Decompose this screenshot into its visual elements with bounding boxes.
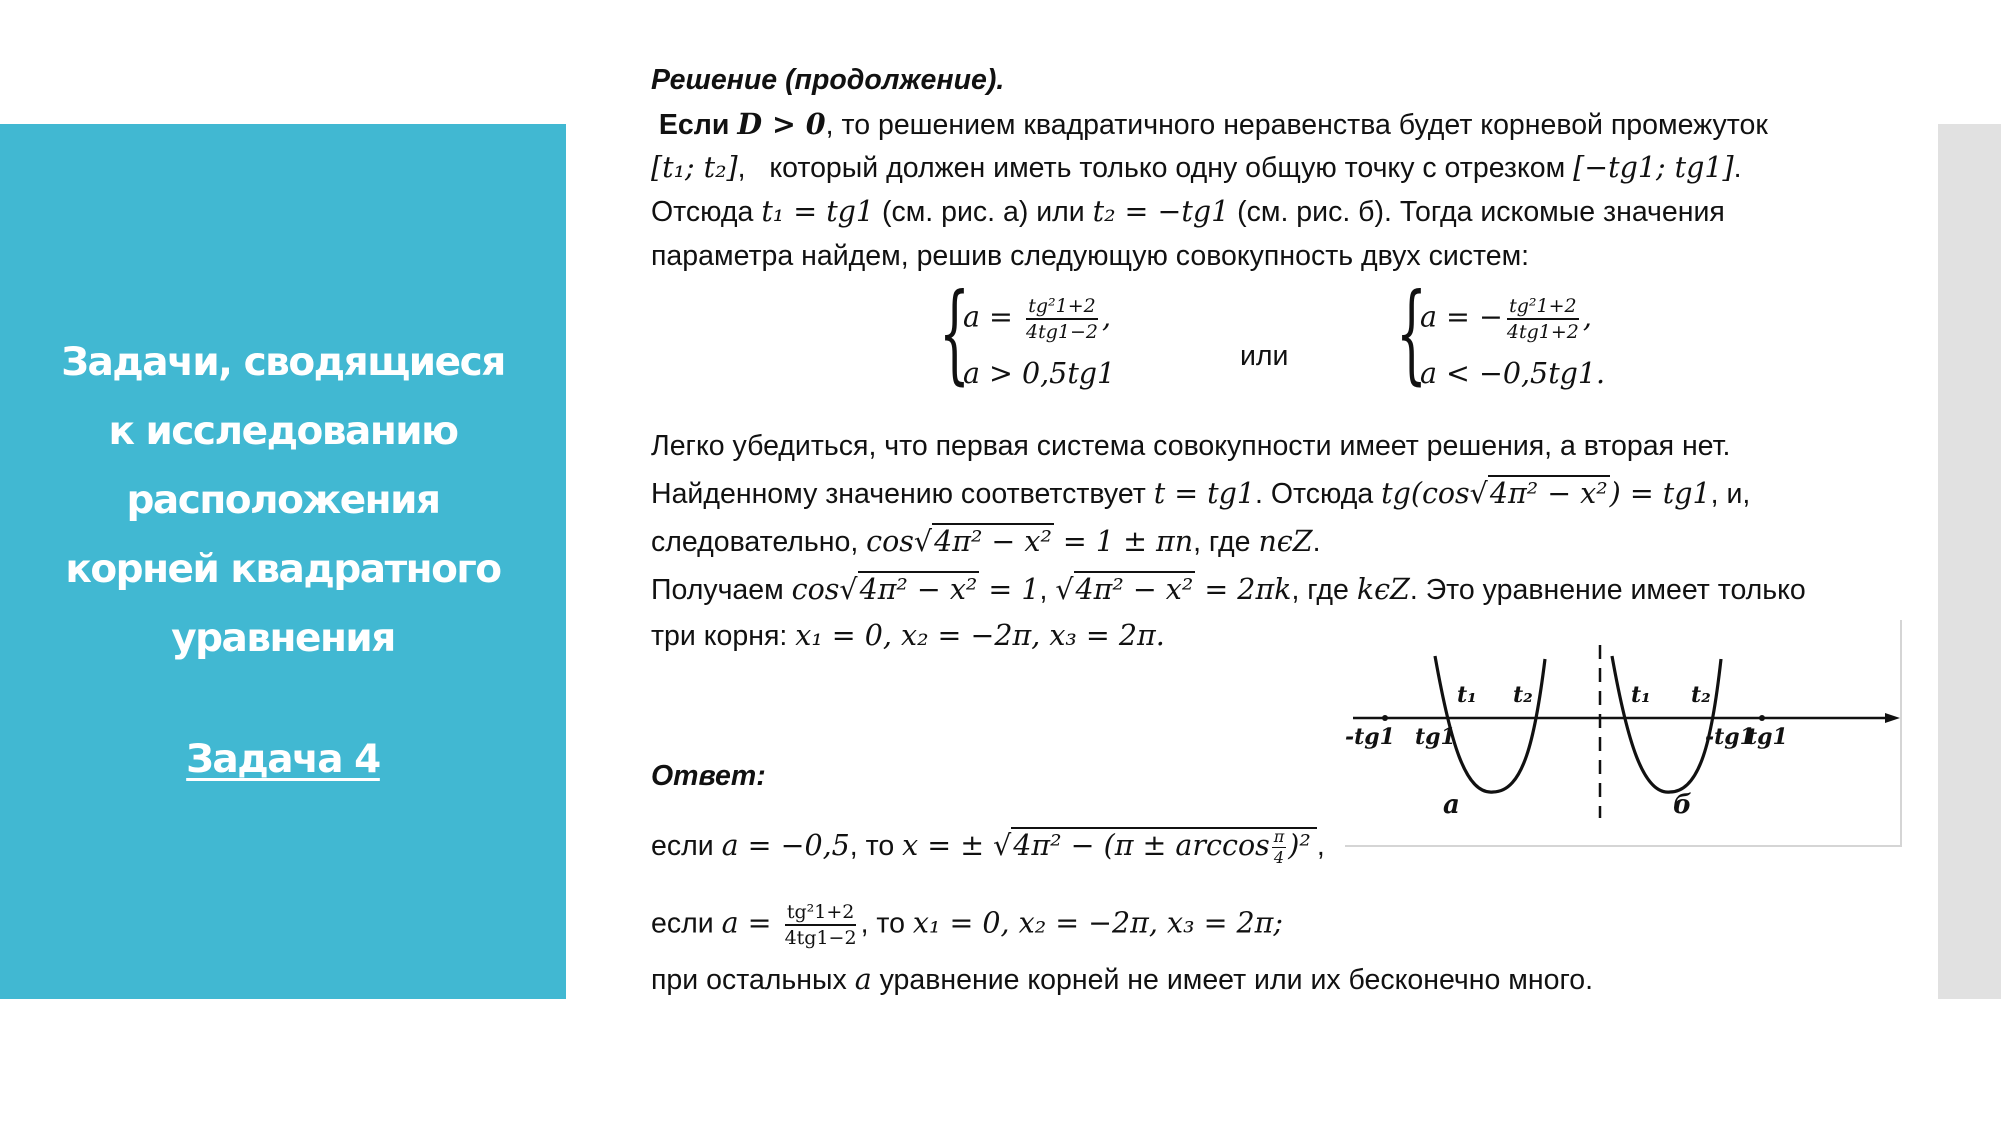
- answer-line-1: [651, 824, 1325, 868]
- text: , где: [1193, 526, 1259, 558]
- text: ,: [1316, 830, 1325, 862]
- answer-line-3: [651, 958, 1593, 1002]
- task-link[interactable]: Задача 4: [186, 736, 380, 782]
- label-t1-a: t₁: [1457, 682, 1477, 708]
- fraction: [783, 900, 859, 950]
- label-minus-tg1-b: -tg1: [1705, 724, 1755, 750]
- answer-heading: Ответ:: [651, 760, 766, 792]
- right-decorative-bar: [1938, 124, 2001, 999]
- system-1: [939, 271, 1159, 400]
- title-line: корней квадратного: [65, 546, 501, 592]
- math-interval: [t₁; t₂]: [651, 151, 738, 184]
- math: t₁ = tg1: [761, 195, 875, 228]
- parabola-figure: [1345, 620, 1902, 847]
- math: a: [854, 963, 872, 996]
- math: = 1 ± πn: [1053, 525, 1194, 558]
- system-1-equation: [963, 294, 1111, 344]
- label-t2-b: t₂: [1691, 682, 1711, 708]
- or-label: или: [1240, 340, 1289, 372]
- math: x = ± √: [902, 829, 1012, 862]
- math-radicand: 4π² − x²: [1489, 477, 1608, 510]
- math-segment: [−tg1; tg1]: [1573, 151, 1734, 184]
- label-t1-b: t₁: [1631, 682, 1651, 708]
- point-minus-tg1-a: [1382, 715, 1388, 721]
- slide-title: [61, 328, 505, 673]
- text: ,: [1039, 574, 1056, 606]
- math: cos√: [791, 573, 858, 606]
- math: kϵZ: [1356, 573, 1410, 606]
- math: cos√: [866, 525, 933, 558]
- label-t2-a: t₂: [1513, 682, 1533, 708]
- text: . Отсюда: [1254, 478, 1382, 510]
- paragraph-3: [651, 190, 1725, 234]
- numerator: tg²1+2: [1507, 294, 1579, 320]
- text: . Это уравнение имеет только: [1409, 574, 1806, 606]
- text: (см. рис. а) или: [874, 196, 1093, 228]
- solution-heading: Решение (продолжение).: [651, 64, 1005, 96]
- fraction: [1024, 294, 1100, 344]
- text: ,: [1101, 300, 1112, 334]
- point-tg1-b: [1759, 715, 1765, 721]
- title-line: уравнения: [171, 615, 395, 661]
- text: Найденному значению соответствует: [651, 478, 1154, 510]
- system-1-inequality: a > 0,5tg1: [963, 357, 1116, 390]
- math-condition: D > 0: [737, 107, 826, 141]
- answer-line-2: [651, 900, 1283, 950]
- math: )²: [1288, 829, 1311, 862]
- caption-a: а: [1443, 790, 1460, 820]
- text: , и,: [1710, 478, 1751, 510]
- paragraph-9: [651, 614, 1165, 658]
- math: tg(cos√: [1381, 477, 1488, 510]
- math: x₁ = 0, x₂ = −2π, x₃ = 2π;: [912, 906, 1283, 940]
- text: три корня:: [651, 620, 796, 652]
- math: nϵZ: [1258, 525, 1313, 558]
- text: , то: [860, 907, 913, 940]
- fraction: [1505, 294, 1581, 344]
- paragraph-8: [651, 568, 1806, 612]
- title-panel: [0, 124, 566, 999]
- text: Отсюда: [651, 196, 762, 228]
- math-radicand: 4π² − x²: [934, 525, 1052, 558]
- text: , который должен иметь только одну общую точку с отрезком: [737, 152, 1574, 184]
- paragraph-2: [651, 146, 1742, 190]
- label-tg1-b: tg1: [1747, 724, 1788, 750]
- math-radicand: 4π² − x²: [859, 573, 978, 606]
- paragraph-6: [651, 472, 1750, 516]
- title-line: к исследованию: [108, 408, 458, 454]
- text: , то решением квадратичного неравенства будет корневой промежуток: [825, 109, 1768, 141]
- math: t = tg1: [1153, 477, 1255, 510]
- text: Получаем: [651, 574, 792, 606]
- math: a =: [721, 906, 781, 940]
- text: , то: [849, 830, 903, 862]
- math: = 2πk: [1195, 573, 1292, 606]
- axis-arrow-icon: [1885, 713, 1900, 723]
- left-brace-icon: {: [1396, 271, 1427, 396]
- paragraph-7: [651, 520, 1321, 564]
- paragraph-5: Легко убедиться, что первая система совокупности имеет решения, а вторая нет.: [651, 430, 1731, 462]
- system-2-inequality: a < −0,5tg1.: [1420, 357, 1606, 390]
- lead-word: Если: [658, 109, 730, 141]
- fraction: [1272, 827, 1287, 868]
- denominator: 4: [1273, 848, 1285, 867]
- math: t₂ = −tg1: [1092, 195, 1230, 228]
- left-brace-icon: {: [939, 271, 970, 396]
- label-tg1-a: tg1: [1415, 724, 1456, 750]
- text: уравнение корней не имеет или их бесконечно много.: [871, 964, 1593, 996]
- text: при остальных: [651, 964, 855, 996]
- text: a =: [963, 300, 1022, 334]
- caption-b: б: [1673, 790, 1692, 820]
- text: если: [651, 830, 722, 862]
- text: (см. рис. б). Тогда искомые значения: [1229, 196, 1725, 228]
- math: 4π² − (π ± arccos: [1013, 829, 1270, 862]
- math: = 1: [979, 573, 1040, 606]
- math: a = −0,5: [721, 829, 850, 862]
- numerator: tg²1+2: [785, 900, 857, 926]
- math-radicand: [1011, 827, 1317, 867]
- math: x₁ = 0, x₂ = −2π, x₃ = 2π.: [795, 619, 1165, 652]
- system-2-equation: [1420, 294, 1592, 344]
- text: .: [1733, 152, 1742, 184]
- denominator: 4tg1−2: [1026, 321, 1098, 343]
- text: , где: [1291, 574, 1357, 606]
- numerator: π: [1273, 827, 1285, 846]
- text: ,: [1582, 300, 1592, 334]
- label-minus-tg1-a: -tg1: [1345, 724, 1395, 750]
- math: ) = tg1: [1609, 477, 1711, 510]
- system-2: [1396, 271, 1656, 400]
- denominator: 4tg1+2: [1506, 321, 1579, 343]
- math: √: [1055, 573, 1074, 606]
- text: a = −: [1420, 300, 1503, 334]
- numerator: tg²1+2: [1026, 294, 1098, 320]
- title-line: расположения: [126, 477, 440, 523]
- denominator: 4tg1−2: [784, 927, 857, 949]
- math-radicand: 4π² − x²: [1075, 573, 1194, 606]
- text: если: [651, 907, 722, 940]
- text: .: [1312, 526, 1321, 558]
- title-line: Задачи, сводящиеся: [61, 339, 505, 385]
- paragraph-1: [651, 102, 1768, 147]
- paragraph-4: параметра найдем, решив следующую совокупность двух систем:: [651, 240, 1530, 272]
- text: следовательно,: [651, 526, 867, 558]
